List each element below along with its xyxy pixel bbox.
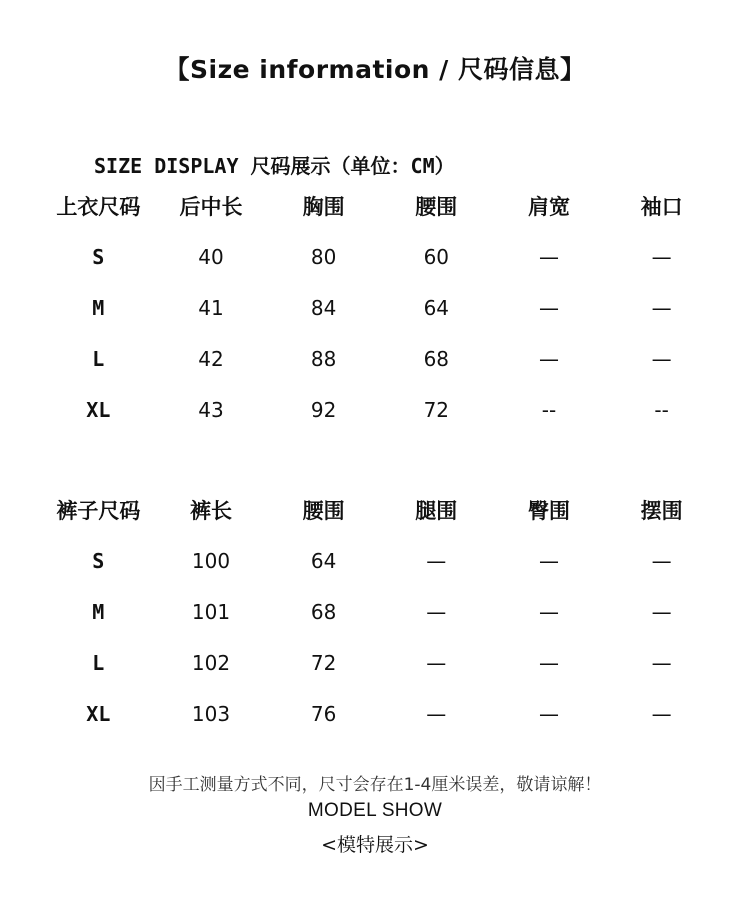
tops-header-back-length: 后中长: [179, 194, 243, 219]
size-cell: L: [92, 346, 105, 371]
table-row: [42, 535, 718, 586]
size-cell: XL: [86, 701, 111, 726]
value-cell: —: [538, 650, 559, 675]
value-cell: —: [426, 701, 447, 726]
table-row: [42, 384, 718, 435]
pants-header-row: [42, 484, 718, 535]
value-cell: —: [538, 701, 559, 726]
value-cell: —: [426, 548, 447, 573]
tops-header-size: 上衣尺码: [56, 194, 141, 219]
value-cell: 68: [310, 599, 337, 624]
size-cell: XL: [86, 397, 111, 422]
value-cell: —: [426, 650, 447, 675]
value-cell: —: [651, 346, 672, 371]
tops-header-cuff: 袖口: [640, 194, 683, 219]
value-cell: 102: [191, 650, 231, 675]
size-cell: S: [92, 244, 105, 269]
value-cell: 41: [198, 295, 224, 320]
model-show-heading: MODEL SHOW: [307, 800, 443, 821]
size-display-heading: SIZE DISPLAY 尺码展示（单位：CM）: [94, 154, 455, 178]
value-cell: 72: [310, 650, 337, 675]
pants-header-thigh: 腿围: [415, 498, 458, 523]
value-cell: —: [538, 599, 559, 624]
page-title: 【Size information / 尺码信息】: [164, 55, 586, 84]
value-cell: 84: [310, 295, 337, 320]
value-cell: 40: [198, 244, 224, 269]
value-cell: —: [538, 548, 559, 573]
tops-header-bust: 胸围: [302, 194, 345, 219]
value-cell: 76: [310, 701, 337, 726]
value-cell: 43: [198, 397, 224, 422]
value-cell: 88: [310, 346, 337, 371]
pants-header-waist: 腰围: [302, 498, 345, 523]
value-cell: 68: [423, 346, 450, 371]
value-cell: 101: [191, 599, 231, 624]
value-cell: 100: [191, 548, 231, 573]
value-cell: 42: [198, 346, 224, 371]
tops-header-row: [42, 180, 718, 231]
value-cell: —: [538, 295, 559, 320]
value-cell: —: [651, 650, 672, 675]
value-cell: 72: [423, 397, 450, 422]
value-cell: —: [651, 295, 672, 320]
value-cell: —: [538, 244, 559, 269]
value-cell: 103: [191, 701, 231, 726]
value-cell: —: [426, 599, 447, 624]
value-cell: 80: [310, 244, 337, 269]
measurement-note: 因手工测量方式不同，尺寸会存在1-4厘米误差，敬请谅解！: [148, 775, 602, 795]
value-cell: —: [538, 346, 559, 371]
table-row: [42, 637, 718, 688]
tops-header-shoulder: 肩宽: [527, 194, 570, 219]
size-cell: M: [92, 295, 105, 320]
table-row: [42, 231, 718, 282]
value-cell: —: [651, 599, 672, 624]
value-cell: --: [654, 397, 669, 422]
value-cell: 64: [310, 548, 337, 573]
size-cell: M: [92, 599, 105, 624]
pants-header-hem: 摆围: [640, 498, 683, 523]
value-cell: --: [541, 397, 557, 422]
table-row: [42, 333, 718, 384]
model-show-subheading: <模特展示>: [321, 834, 429, 856]
table-row: [42, 688, 718, 739]
value-cell: —: [651, 548, 672, 573]
pants-header-length: 裤长: [189, 498, 232, 523]
value-cell: —: [651, 701, 672, 726]
table-row: [42, 282, 718, 333]
value-cell: 92: [310, 397, 337, 422]
pants-header-size: 裤子尺码: [56, 498, 141, 523]
tops-header-waist: 腰围: [415, 194, 458, 219]
value-cell: —: [651, 244, 672, 269]
value-cell: 64: [423, 295, 450, 320]
size-cell: L: [92, 650, 105, 675]
size-cell: S: [92, 548, 105, 573]
table-row: [42, 586, 718, 637]
pants-size-table: [42, 484, 718, 739]
value-cell: 60: [423, 244, 450, 269]
tops-size-table: [42, 180, 718, 435]
pants-header-hip: 臀围: [527, 498, 570, 523]
